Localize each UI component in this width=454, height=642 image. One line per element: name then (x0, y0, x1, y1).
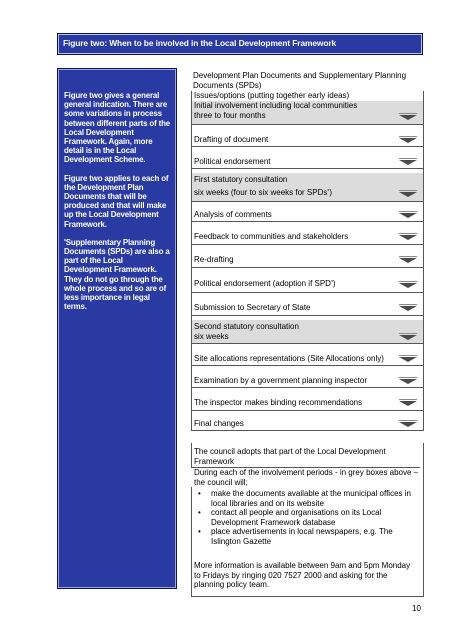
step-drafting (192, 125, 423, 147)
down-arrow-icon (399, 335, 417, 340)
explanatory-sidebar (57, 68, 177, 589)
step-site-allocations (192, 344, 423, 366)
step-label-part: six weeks (four to six weeks for SPDs (194, 188, 328, 197)
down-arrow-icon (399, 357, 417, 362)
down-arrow-icon (399, 138, 417, 143)
asterisk-marker: * (330, 280, 333, 286)
step-issues-options (192, 91, 423, 125)
step-label: Political endorsement (194, 157, 271, 166)
step-feedback (192, 222, 423, 245)
step-second-consultation (192, 316, 423, 344)
asterisk-marker: * (64, 238, 66, 245)
step-submission (192, 293, 423, 316)
step-label: six weeks (194, 332, 229, 341)
step-political-endorsement (192, 147, 423, 169)
down-arrow-icon (399, 213, 417, 218)
down-arrow-icon (399, 283, 417, 288)
step-label-part: ) (332, 279, 336, 288)
step-recommendations (192, 388, 423, 411)
involvement-intro: During each of the involvement periods - in grey boxes above – the council will; (191, 467, 420, 487)
step-label: Examination by a government planning inspector (194, 376, 367, 385)
step-analysis (192, 202, 423, 222)
step-label: Initial involvement including local communities (194, 101, 358, 110)
down-arrow-icon (399, 306, 417, 311)
step-label: Submission to Secretary of State (194, 303, 311, 312)
figure-title: Figure two: When to be involved in the Local Development Framework (63, 38, 337, 48)
page-number: 10 (412, 604, 421, 613)
asterisk-marker: * (327, 189, 330, 195)
sidebar-paragraph-2: Figure two applies to each of the Development Plan Documents that will be produced and that will make up the Local Development Framework. (64, 173, 169, 229)
involvement-list (194, 489, 420, 547)
down-arrow-icon (399, 258, 417, 263)
adoption-and-involvement-info (191, 443, 424, 597)
down-arrow-icon (399, 401, 417, 406)
list-item: • place advertisements in local newspapers, e.g. The Islington Gazette (194, 527, 420, 546)
flow-header: Development Plan Documents and Supplementary Planning Documents (SPDs) (193, 71, 407, 90)
step-label (194, 188, 405, 198)
down-arrow-icon (399, 115, 417, 120)
adoption-text: The council adopts that part of the Local Development Framework (194, 447, 386, 466)
step-label: Second statutory consultation (194, 322, 299, 331)
step-label (194, 279, 405, 289)
down-arrow-icon (399, 160, 417, 165)
figure-title-banner (57, 33, 423, 55)
step-label: Issues/options (putting together early ideas) (194, 91, 350, 100)
process-flow (191, 91, 424, 431)
sidebar-paragraph-3-text: Supplementary Planning Documents (SPDs) are also a part of the Local Development Framework. They do not go through the whole process and so are of less importance in legal terms. (64, 237, 170, 312)
step-label-part: ) (329, 188, 332, 197)
sidebar-paragraph-3 (64, 238, 172, 312)
step-label: three to four months (194, 111, 266, 120)
step-label: Site allocations representations (Site Allocations only) (194, 354, 384, 363)
down-arrow-icon (399, 235, 417, 240)
step-label: Re-drafting (194, 255, 234, 264)
step-label: Drafting of document (194, 135, 269, 144)
contact-information: More information is available between 9am and 5pm Monday to Fridays by ringing 020 7527 2000 and asking for the planning policy team. (194, 561, 411, 590)
step-label-part: Political endorsement (adoption if SPD (194, 279, 331, 288)
step-label: First statutory consultation (194, 175, 288, 184)
step-label: Feedback to communities and stakeholders (194, 232, 349, 241)
step-first-consultation (192, 169, 423, 202)
down-arrow-icon (399, 192, 417, 197)
step-label: The inspector makes binding recommendations (194, 398, 363, 407)
step-label: Analysis of comments (194, 210, 272, 219)
list-item: • make the documents available at the municipal offices in local libraries and on its website (194, 489, 420, 508)
down-arrow-icon (399, 379, 417, 384)
step-final-changes (192, 411, 423, 431)
step-political-adoption (192, 268, 423, 293)
sidebar-text (64, 91, 172, 320)
list-item: • contact all people and organisations on its Local Development Framework database (194, 508, 420, 527)
step-redrafting (192, 245, 423, 268)
sidebar-paragraph-1: Figure two gives a general general indication. There are some variations in process between different parts of the Local Development Framework. Again, more detail is in the Local Development Scheme. (64, 91, 170, 165)
step-examination (192, 366, 423, 388)
step-label: Final changes (194, 419, 244, 428)
down-arrow-icon (399, 422, 417, 427)
